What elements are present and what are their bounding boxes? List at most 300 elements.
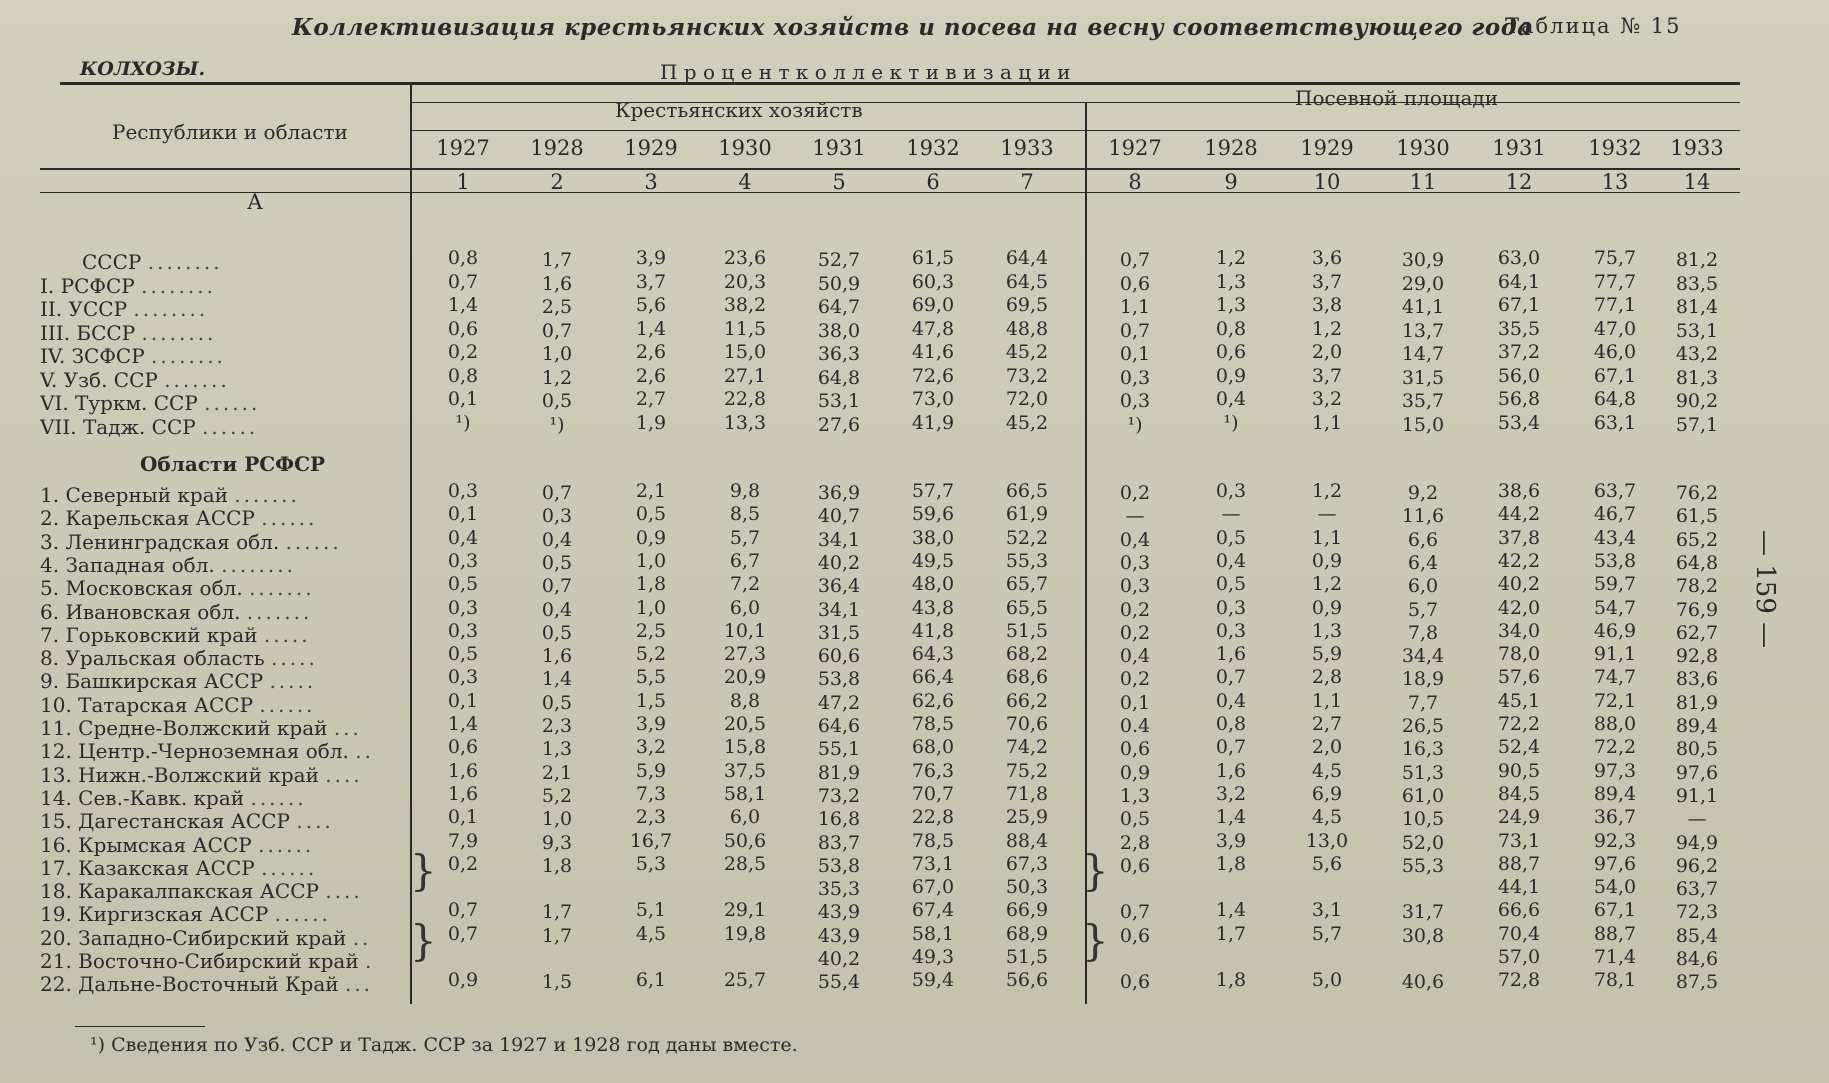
table-cell: 77,7: [1593, 270, 1637, 293]
row-label: [40, 833, 410, 857]
table-cell: 0,9: [635, 526, 667, 549]
row-label-text: 13. Нижн.-Волжский край: [40, 762, 326, 787]
table-cell: 74,7: [1593, 666, 1637, 689]
table-cell: 5,9: [635, 759, 667, 782]
leader-dots: ........: [147, 250, 223, 274]
table-cell: 1,6: [541, 645, 573, 668]
table-cell: 53,8: [817, 668, 861, 691]
leader-dots: ....: [325, 762, 363, 787]
table-cell: 68,9: [1005, 922, 1049, 945]
table-cell: 0,7: [447, 270, 479, 293]
table-cell: 27,6: [817, 413, 861, 436]
table-cell: 0,6: [447, 317, 479, 340]
row-label: [40, 321, 410, 345]
table-cell: 62,6: [911, 689, 955, 712]
table-cell: 51,5: [1005, 619, 1049, 642]
table-cell: 29,1: [723, 899, 767, 922]
table-cell: 63,0: [1497, 247, 1541, 269]
row-label-text: 17. Казакская АССР: [40, 855, 262, 880]
table-cell: 0,3: [1215, 619, 1247, 642]
row-label: [40, 763, 410, 787]
row-label: [40, 483, 410, 507]
year-header-households-1930: 1930: [718, 136, 772, 160]
table-cell: ¹): [455, 411, 471, 434]
table-cell: 84,5: [1497, 782, 1541, 805]
table-cell: 50,9: [817, 272, 861, 295]
table-cell: 34,1: [817, 598, 861, 621]
table-cell: 34,1: [817, 528, 861, 551]
table-cell: 43,9: [817, 901, 861, 924]
table-cell: —: [1317, 503, 1337, 526]
table-cell: 3,8: [1311, 294, 1343, 316]
row-label-text: 3. Ленинградская обл.: [40, 529, 286, 554]
row-label-text: I. РСФСР: [40, 273, 142, 298]
table-cell: 6,0: [729, 806, 761, 829]
leader-dots: ........: [141, 320, 217, 345]
table-cell: —: [1125, 505, 1145, 528]
table-cell: 5,3: [635, 852, 667, 875]
table-cell: 87,5: [1675, 971, 1719, 994]
row-label: [40, 368, 410, 392]
table-cell: 38,0: [911, 526, 955, 549]
table-cell: 78,5: [911, 829, 955, 852]
table-cell: 92,8: [1675, 645, 1719, 668]
table-cell: 64,8: [1675, 551, 1719, 574]
table-cell: 84,6: [1675, 948, 1719, 970]
page-number: — 159 —: [1750, 530, 1780, 649]
table-cell: 1,8: [1215, 852, 1247, 875]
table-cell: 41,1: [1401, 296, 1445, 318]
table-cell: 66,6: [1497, 899, 1541, 922]
table-cell: 61,5: [911, 247, 955, 269]
table-cell: 0,6: [1215, 341, 1247, 363]
row-label-text: 5. Московская обл.: [40, 576, 250, 601]
table-cell: 1,2: [1215, 247, 1247, 269]
table-cell: 0,9: [447, 969, 479, 992]
table-cell: 7,3: [635, 782, 667, 805]
table-cell: 6,9: [1311, 782, 1343, 805]
table-cell: 81,2: [1675, 249, 1719, 271]
table-cell: 0,5: [541, 621, 573, 644]
table-cell: 1,6: [1215, 759, 1247, 782]
table-cell: 0,5: [541, 390, 573, 412]
table-cell: 22,8: [723, 388, 767, 410]
table-cell: 81,9: [817, 761, 861, 784]
table-cell: 31,5: [1401, 366, 1445, 389]
table-cell: 58,1: [911, 922, 955, 945]
table-cell: 1,4: [1215, 806, 1247, 829]
table-cell: 0,3: [1119, 366, 1151, 389]
table-cell: 42,2: [1497, 549, 1541, 572]
row-label-text: III. БССР: [40, 320, 142, 345]
table-cell: 3,7: [635, 270, 667, 293]
table-cell: 73,2: [1005, 364, 1049, 387]
table-cell: 85,4: [1675, 924, 1719, 947]
table-cell: 73,1: [1497, 829, 1541, 852]
leader-dots: .......: [246, 599, 313, 624]
table-cell: 28,5: [723, 852, 767, 875]
table-cell: 67,1: [1593, 364, 1637, 387]
row-label-text: 1. Северный край: [40, 483, 235, 507]
table-cell: 37,5: [723, 759, 767, 782]
table-cell: 1,0: [541, 343, 573, 365]
section-heading: КОЛХОЗЫ.: [80, 58, 206, 80]
table-cell: 10,5: [1401, 808, 1445, 831]
table-cell: 40,6: [1401, 971, 1445, 994]
table-cell: 0,1: [447, 806, 479, 829]
table-cell: 0,3: [447, 549, 479, 572]
table-cell: 0,6: [1119, 924, 1151, 947]
table-cell: 73,2: [817, 784, 861, 807]
row-label-text: VII. Тадж. ССР: [40, 414, 203, 439]
table-cell: 3,9: [635, 247, 667, 269]
table-cell: 64,1: [1497, 270, 1541, 293]
table-cell: 0,4: [1215, 388, 1247, 410]
sown-caption: Посевной площади: [1295, 86, 1499, 110]
table-cell: 1,4: [541, 668, 573, 691]
table-cell: 55,1: [817, 738, 861, 761]
table-cell: 1,5: [635, 689, 667, 712]
table-cell: 61,5: [1675, 505, 1719, 528]
table-cell: 64,8: [1593, 388, 1637, 410]
table-cell: 56,8: [1497, 388, 1541, 410]
leader-dots: ........: [133, 297, 209, 321]
table-cell: 13,3: [723, 411, 767, 434]
table-cell: 35,7: [1401, 390, 1445, 412]
year-header-households-1932: 1932: [906, 136, 960, 160]
row-label: [40, 553, 410, 577]
row-label: [40, 576, 410, 600]
table-cell: 1,4: [447, 713, 479, 735]
table-cell: 67,1: [1593, 899, 1637, 922]
row-label: [40, 926, 410, 950]
row-label-text: 12. Центр.-Черноземная обл.: [40, 739, 356, 764]
table-cell: 0,6: [1119, 738, 1151, 761]
table-cell: 2,7: [635, 388, 667, 410]
year-header-sown-1929: 1929: [1300, 136, 1354, 160]
table-cell: 48,0: [911, 573, 955, 596]
table-cell: 0,5: [1215, 526, 1247, 549]
table-cell: 0,3: [447, 596, 479, 619]
table-cell: 2,0: [1311, 341, 1343, 363]
table-cell: 0,5: [541, 691, 573, 714]
leader-dots: .......: [249, 576, 315, 601]
year-header-households-1929: 1929: [624, 136, 678, 160]
row-label-text: 8. Уральская область: [40, 646, 272, 671]
table-cell: 65,5: [1005, 596, 1049, 619]
table-cell: 67,4: [911, 899, 955, 922]
table-cell: 0,6: [447, 736, 479, 759]
table-cell: 0,4: [1119, 645, 1151, 668]
table-cell: 0,2: [1119, 621, 1151, 644]
table-cell: 72,3: [1675, 901, 1719, 924]
leader-dots: ...: [344, 972, 374, 997]
table-cell: 8,8: [729, 689, 761, 712]
leader-dots: .....: [269, 669, 317, 694]
row-label: [40, 716, 410, 740]
year-header-households-1931: 1931: [812, 136, 866, 160]
table-cell: 36,7: [1593, 806, 1637, 829]
table-cell: 53,1: [1675, 319, 1719, 342]
leader-dots: ......: [258, 832, 315, 857]
table-cell: 0,3: [1119, 390, 1151, 412]
table-cell: 83,7: [817, 831, 861, 854]
table-cell: 38,6: [1497, 480, 1541, 502]
table-cell: 75,2: [1005, 759, 1049, 782]
row-label-text: 20. Западно-Сибирский край: [40, 925, 353, 950]
table-title: Коллективизация крестьянских хозяйств и посева на весну соответствующего года: [292, 14, 1533, 41]
table-cell: 0,8: [1215, 317, 1247, 340]
table-cell: 0,7: [1119, 249, 1151, 271]
group-caption: П р о ц е н т к о л л е к т и в и з а ц и и: [660, 60, 1071, 84]
leader-dots: ..: [355, 739, 374, 764]
table-cell: 38,0: [817, 319, 861, 342]
table-cell: 22,8: [911, 806, 955, 829]
table-cell: 91,1: [1593, 643, 1637, 666]
table-cell: 0,1: [447, 689, 479, 712]
row-label-text: 10. Татарская АССР: [40, 692, 260, 717]
column-index-4: 4: [738, 170, 752, 194]
table-cell: 10,1: [723, 619, 767, 642]
table-cell: 78,0: [1497, 643, 1541, 666]
table-cell: 83,5: [1675, 272, 1719, 295]
leader-dots: ......: [285, 529, 342, 554]
table-cell: ¹): [549, 413, 565, 436]
row-label: [40, 274, 410, 298]
table-cell: 45,2: [1005, 341, 1049, 363]
table-cell: 2,8: [1311, 666, 1343, 689]
table-cell: 56,6: [1005, 969, 1049, 992]
table-cell: 27,3: [723, 643, 767, 666]
table-cell: 3,2: [1311, 388, 1343, 410]
index-stub: А: [247, 190, 263, 214]
table-cell: 7,8: [1407, 621, 1439, 644]
table-cell: 52,4: [1497, 736, 1541, 759]
row-label: [40, 879, 410, 903]
table-cell: 30,8: [1401, 924, 1445, 947]
row-label: [40, 297, 410, 321]
table-cell: 23,6: [723, 247, 767, 269]
table-cell: 65,7: [1005, 573, 1049, 596]
table-cell: 25,9: [1005, 806, 1049, 829]
row-label: [40, 600, 410, 624]
table-cell: 1,3: [1311, 619, 1343, 642]
table-cell: 0,2: [447, 852, 479, 875]
leader-dots: ....: [325, 879, 363, 904]
merge-brace: }: [1082, 845, 1109, 895]
table-number: Таблица № 15: [1505, 14, 1682, 38]
table-cell: 0,3: [1119, 575, 1151, 598]
table-cell: 0,1: [1119, 691, 1151, 714]
table-cell: 1,4: [447, 294, 479, 316]
table-cell: 63,7: [1593, 480, 1637, 502]
table-cell: 89,4: [1593, 782, 1637, 805]
table-cell: 70,7: [911, 782, 955, 805]
table-cell: 90,2: [1675, 390, 1719, 412]
table-cell: 54,0: [1593, 876, 1637, 899]
table-cell: 40,7: [817, 505, 861, 528]
table-cell: 0,1: [1119, 343, 1151, 365]
table-cell: 41,8: [911, 619, 955, 642]
table-cell: 0,9: [1311, 549, 1343, 572]
table-cell: 61,0: [1401, 784, 1445, 807]
table-cell: 72,1: [1593, 689, 1637, 712]
table-cell: 1,1: [1119, 296, 1151, 318]
table-cell: 46,9: [1593, 619, 1637, 642]
table-cell: 8,5: [729, 503, 761, 526]
table-cell: 5,5: [635, 666, 667, 689]
table-cell: 0,6: [1119, 971, 1151, 994]
leader-dots: ......: [202, 414, 259, 439]
table-cell: 27,1: [723, 364, 767, 387]
table-cell: 2,0: [1311, 736, 1343, 759]
table-cell: 57,6: [1497, 666, 1541, 689]
leader-dots: ....: [296, 809, 334, 834]
leader-dots: .....: [271, 646, 318, 671]
table-cell: 5,6: [635, 294, 667, 316]
table-cell: 5,1: [635, 899, 667, 922]
table-cell: 71,4: [1593, 946, 1637, 968]
table-cell: 43,4: [1593, 526, 1637, 549]
footnote-rule: [75, 1026, 205, 1027]
table-cell: 1,6: [541, 272, 573, 295]
table-cell: 2,5: [635, 619, 667, 642]
year-header-households-1928: 1928: [530, 136, 584, 160]
table-cell: 91,1: [1675, 784, 1719, 807]
table-cell: 1,4: [635, 317, 667, 340]
row-label-text: 22. Дальне-Восточный Край: [40, 972, 345, 997]
table-cell: 66,4: [911, 666, 955, 689]
table-cell: 71,8: [1005, 782, 1049, 805]
row-label-text: VI. Туркм. ССР: [40, 391, 205, 415]
table-cell: 16,7: [629, 829, 673, 852]
leader-dots: ..: [352, 925, 372, 950]
table-cell: 36,4: [817, 575, 861, 598]
table-cell: 0,3: [1119, 551, 1151, 574]
row-label: [40, 949, 410, 973]
table-cell: 1,2: [1311, 317, 1343, 340]
leader-dots: ...: [333, 716, 362, 740]
table-cell: 55,3: [1401, 854, 1445, 877]
row-label-text: 14. Сев.-Кавк. край: [40, 785, 251, 810]
households-caption: Крестьянских хозяйств: [615, 98, 863, 122]
table-cell: 4,5: [1311, 759, 1343, 782]
table-cell: 90,5: [1497, 759, 1541, 782]
row-label: [40, 972, 410, 996]
row-label-text: 15. Дагестанская АССР: [40, 809, 297, 834]
subgroup-rule: [410, 130, 1740, 131]
table-cell: 0,7: [1119, 901, 1151, 924]
table-cell: 38,2: [723, 294, 767, 316]
table-cell: 1,0: [635, 549, 667, 572]
table-cell: 14,7: [1401, 343, 1445, 365]
table-cell: 0,3: [447, 619, 479, 642]
table-cell: 6,1: [635, 969, 667, 992]
table-cell: 2,1: [541, 761, 573, 784]
table-cell: 2,3: [635, 806, 667, 829]
year-header-sown-1931: 1931: [1492, 136, 1546, 160]
table-cell: 0,3: [541, 505, 573, 528]
table-cell: 9,3: [541, 831, 573, 854]
table-cell: 1,8: [1215, 969, 1247, 992]
table-cell: 40,2: [817, 948, 861, 970]
table-cell: 53,8: [817, 854, 861, 877]
table-cell: 49,3: [911, 946, 955, 968]
table-cell: ¹): [1127, 413, 1143, 436]
table-cell: 34,4: [1401, 645, 1445, 668]
table-cell: 59,4: [911, 969, 955, 992]
table-cell: 51,5: [1005, 946, 1049, 968]
row-label-text: II. УССР: [40, 297, 134, 321]
table-cell: 1,2: [1311, 480, 1343, 502]
leader-dots: .......: [234, 483, 300, 507]
table-cell: —: [1221, 503, 1241, 526]
table-cell: 58,1: [723, 782, 767, 805]
table-cell: 6,6: [1407, 528, 1439, 551]
leader-dots: ........: [221, 552, 296, 577]
table-cell: 64,7: [817, 296, 861, 318]
table-cell: 48,8: [1005, 317, 1049, 340]
table-cell: 36,9: [817, 482, 861, 504]
table-cell: 30,9: [1401, 249, 1445, 271]
table-cell: 97,3: [1593, 759, 1637, 782]
table-cell: —: [1687, 808, 1707, 831]
table-cell: 72,6: [911, 364, 955, 387]
merge-brace: }: [410, 845, 437, 895]
table-cell: 36,3: [817, 343, 861, 365]
table-cell: 0,7: [447, 899, 479, 922]
table-cell: 16,8: [817, 808, 861, 831]
table-cell: 55,3: [1005, 549, 1049, 572]
table-cell: 0,9: [1215, 364, 1247, 387]
row-label: [40, 856, 410, 880]
column-index-10: 10: [1313, 170, 1341, 194]
row-label-text: 18. Каракалпакская АССР: [40, 879, 326, 904]
table-cell: 1,2: [541, 366, 573, 389]
table-cell: 50,6: [723, 829, 767, 852]
table-cell: 1,6: [1215, 643, 1247, 666]
table-cell: 1,1: [1311, 689, 1343, 712]
table-cell: 40,2: [1497, 573, 1541, 596]
table-cell: 5,0: [1311, 969, 1343, 992]
table-cell: 59,6: [911, 503, 955, 526]
table-cell: 0,7: [541, 575, 573, 598]
table-cell: 70,4: [1497, 922, 1541, 945]
table-cell: 81,4: [1675, 296, 1719, 318]
table-cell: 81,3: [1675, 366, 1719, 389]
table-cell: 0,7: [1215, 736, 1247, 759]
table-cell: 64,3: [911, 643, 955, 666]
table-cell: 97,6: [1675, 761, 1719, 784]
table-cell: 67,1: [1497, 294, 1541, 316]
table-cell: 15,8: [723, 736, 767, 759]
table-cell: 7,7: [1407, 691, 1439, 714]
year-header-sown-1928: 1928: [1204, 136, 1258, 160]
table-cell: 0,4: [541, 598, 573, 621]
table-cell: 6,0: [1407, 575, 1439, 598]
table-cell: 61,9: [1005, 503, 1049, 526]
table-cell: 5,7: [1407, 598, 1439, 621]
table-cell: 64,6: [817, 715, 861, 737]
table-cell: 45,1: [1497, 689, 1541, 712]
table-cell: 1,3: [541, 738, 573, 761]
table-cell: 60,6: [817, 645, 861, 668]
table-cell: 0,5: [1215, 573, 1247, 596]
table-cell: 13,7: [1401, 319, 1445, 342]
table-cell: 6,0: [729, 596, 761, 619]
table-cell: 76,2: [1675, 482, 1719, 504]
table-cell: 72,8: [1497, 969, 1541, 992]
